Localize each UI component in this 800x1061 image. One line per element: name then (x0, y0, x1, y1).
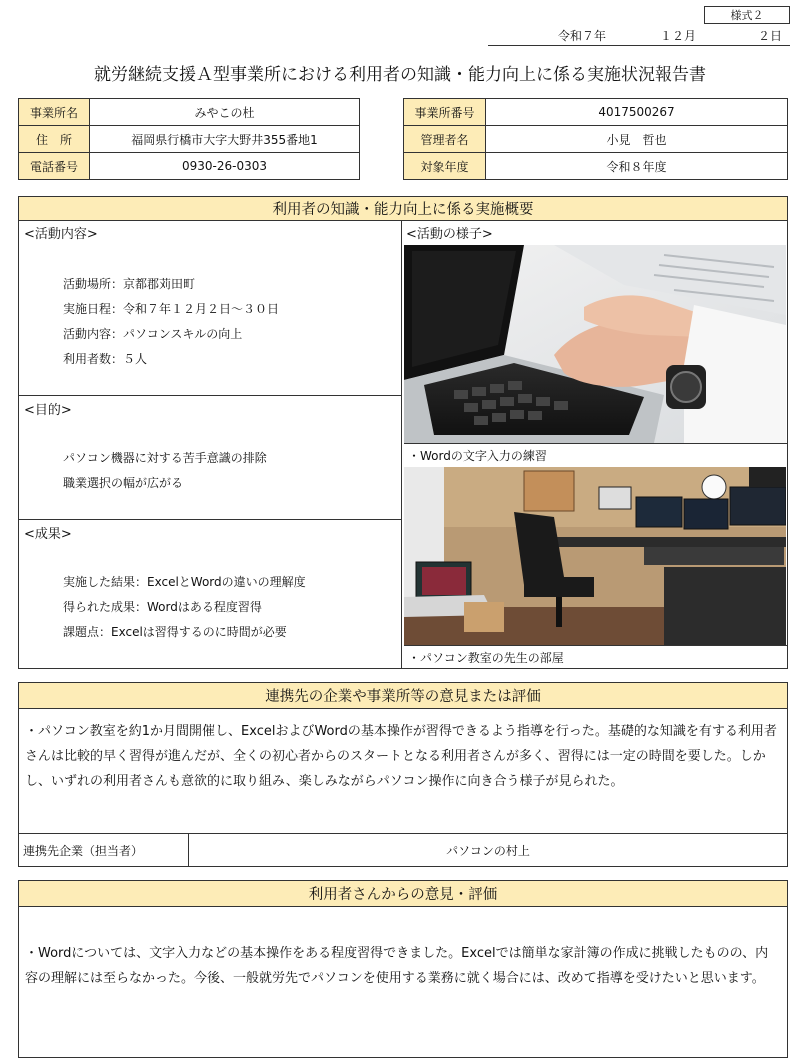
page-title: 就労継続支援Ａ型事業所における利用者の知識・能力向上に係る実施状況報告書 (94, 65, 706, 85)
room-photo (404, 467, 786, 645)
address-value: 福岡県行橋市大字大野井355番地1 (90, 126, 359, 153)
user-opinion-text: ・Wordについては、文字入力などの基本操作をある程度習得できました。Excelでは簡単な家計簿の作成に挑戦したものの、内容の理解には至らなかった。今後、一般就労先でパソコンを使用する業務に就く場合には、改めて指導を受けたいと思います。 (25, 946, 769, 986)
office-number-label: 事業所番号 (404, 99, 486, 126)
activity-line: 活動内容：パソコンスキルの向上 (63, 327, 243, 341)
company-label: 連携先企業（担当者） (19, 834, 189, 866)
date-day: ２日 (758, 29, 783, 43)
activity-label: <活動内容> (24, 227, 98, 242)
purpose-line: パソコン機器に対する苦手意識の排除 (63, 451, 267, 465)
info-table-right (403, 98, 788, 180)
info-table-left (18, 98, 360, 180)
purpose-label: <目的> (24, 403, 72, 418)
typing-photo (404, 245, 786, 443)
date-era-year: 令和７年 (558, 29, 607, 43)
activity-divider (19, 395, 401, 396)
purpose-divider (19, 519, 401, 520)
form-label: 様式２ (704, 6, 790, 24)
photo2-caption: ・パソコン教室の先生の部屋 (408, 651, 564, 665)
phone-value: 0930-26-0303 (181, 159, 267, 173)
office-name-value: みやこの杜 (90, 99, 359, 126)
address-label: 住 所 (19, 126, 90, 153)
user-opinion-section (18, 880, 788, 1058)
target-year-value: 令和８年度 (606, 159, 667, 174)
manager-value: 小見 哲也 (486, 126, 787, 153)
partner-header: 連携先の企業や事業所等の意見または評価 (19, 683, 787, 709)
result-line: 実施した結果：ExcelとWordの違いの理解度 (63, 575, 306, 589)
result-line: 課題点：Excelは習得するのに時間が必要 (63, 625, 287, 639)
photo2-divider (404, 645, 788, 646)
photos-label: <活動の様子> (406, 227, 493, 242)
office-number-value: 4017500267 (486, 99, 787, 126)
photo1-caption: ・Wordの文字入力の練習 (408, 449, 547, 463)
activity-line: 活動場所：京都郡苅田町 (63, 277, 196, 291)
overview-divider (401, 221, 402, 668)
phone-label: 電話番号 (19, 153, 90, 179)
partner-section (18, 682, 788, 867)
manager-label: 管理者名 (404, 126, 486, 153)
company-value: パソコンの村上 (446, 843, 530, 858)
result-label: <成果> (24, 527, 72, 542)
activity-line: 実施日程：令和７年１２月２日～３０日 (63, 302, 280, 316)
photo1-divider (404, 443, 788, 444)
date-row (488, 26, 790, 46)
office-name-label: 事業所名 (19, 99, 90, 126)
user-opinion-header: 利用者さんからの意見・評価 (19, 881, 787, 907)
date-month: １２月 (660, 29, 697, 43)
target-year-label: 対象年度 (404, 153, 486, 179)
overview-section (18, 196, 788, 669)
partner-text: ・パソコン教室を約1か月間開催し、ExcelおよびWordの基本操作が習得できるよう指導を行った。基礎的な知識を有する利用者さんは比較的早く習得が進んだが、全くの初心者からのスタートとなる利用者さんが多く、習得には一定の時間を要した。しかし、いずれの利用者さんも意欲的に取り組み、楽しみながらパソコン操作に向き合う様子が見られた。 (25, 724, 777, 789)
result-line: 得られた成果：Wordはある程度習得 (63, 600, 262, 614)
activity-line: 利用者数：５人 (63, 352, 148, 366)
purpose-line: 職業選択の幅が広がる (63, 476, 184, 490)
overview-header: 利用者の知識・能力向上に係る実施概要 (19, 197, 787, 221)
